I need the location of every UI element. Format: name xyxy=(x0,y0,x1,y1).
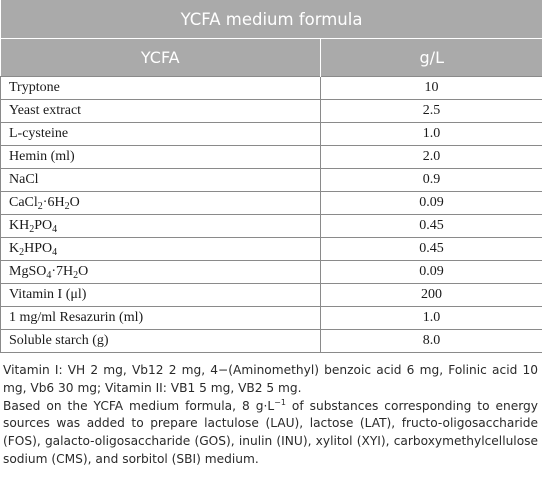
table-row xyxy=(1,123,542,146)
formula-subscript: 2 xyxy=(37,201,43,212)
formula-part: HPO xyxy=(24,241,53,256)
table-body xyxy=(1,77,542,353)
ingredient-value: 0.45 xyxy=(321,215,542,238)
table-row xyxy=(1,330,542,353)
table-row xyxy=(1,215,542,238)
formula-part: CaCl xyxy=(9,195,38,210)
table-row xyxy=(1,169,542,192)
formula-subscript: 2 xyxy=(73,270,79,281)
basis-text-continued: of substances corresponding to energy sources was added to prepare lactulose (LAU), lactose (LAT), fructo-oligosaccharide (FOS), galacto-oligosaccharide (GOS), inulin (INU), xylitol (XYI), carboxymethylcellulose sodium (CMS), and sorbitol (SBI) medium. xyxy=(3,398,538,466)
ingredient-value: 0.09 xyxy=(321,192,542,215)
basis-text: Based on the YCFA medium formula, 8 g·L xyxy=(3,398,275,413)
formula-subscript: 4 xyxy=(46,270,52,281)
ingredient-name xyxy=(1,192,321,215)
vitamin-footnote: Vitamin I: VH 2 mg, Vb12 2 mg, 4−(Aminomethyl) benzoic acid 6 mg, Folinic acid 10 mg, Vb6 30 mg; Vitamin II: VB1 5 mg, VB2 5 mg. xyxy=(3,363,538,395)
ingredient-value: 1.0 xyxy=(321,123,542,146)
unit-superscript: −1 xyxy=(274,397,286,407)
energy-source-footnote xyxy=(3,398,538,469)
ingredient-name: Yeast extract xyxy=(1,100,321,123)
ingredient-value: 0.09 xyxy=(321,261,542,284)
table-row xyxy=(1,192,542,215)
formula-part: PO xyxy=(34,218,53,233)
ingredient-name: 1 mg/ml Resazurin (ml) xyxy=(1,307,321,330)
table-row xyxy=(1,100,542,123)
ingredient-value: 200 xyxy=(321,284,542,307)
table-row xyxy=(1,77,542,100)
formula-part: ·7H xyxy=(51,264,74,279)
ingredient-value: 2.0 xyxy=(321,146,542,169)
column-header-ycfa: YCFA xyxy=(1,39,321,77)
ingredient-value: 8.0 xyxy=(321,330,542,353)
formula-subscript: 2 xyxy=(19,247,25,258)
formula-subscript: 2 xyxy=(64,201,70,212)
ingredient-value: 1.0 xyxy=(321,307,542,330)
ingredient-name xyxy=(1,261,321,284)
table-row xyxy=(1,284,542,307)
formula-subscript: 4 xyxy=(52,224,58,235)
formula-part: O xyxy=(78,264,89,279)
ingredient-value: 0.9 xyxy=(321,169,542,192)
formula-part: KH xyxy=(9,218,30,233)
table-row xyxy=(1,261,542,284)
ingredient-value: 0.45 xyxy=(321,238,542,261)
table-footnotes xyxy=(0,362,542,469)
ingredient-name xyxy=(1,215,321,238)
formula-part: ·6H xyxy=(42,195,65,210)
ingredient-name: NaCl xyxy=(1,169,321,192)
formula-part: O xyxy=(69,195,80,210)
ingredient-value: 2.5 xyxy=(321,100,542,123)
ingredient-name: Hemin (ml) xyxy=(1,146,321,169)
ingredient-name: Tryptone xyxy=(1,77,321,100)
ingredient-name xyxy=(1,238,321,261)
table-title: YCFA medium formula xyxy=(1,0,542,39)
table-row xyxy=(1,238,542,261)
ingredient-name: Vitamin I (μl) xyxy=(1,284,321,307)
formula-subscript: 4 xyxy=(52,247,58,258)
formula-subscript: 2 xyxy=(29,224,35,235)
table-row xyxy=(1,146,542,169)
ingredient-value: 10 xyxy=(321,77,542,100)
formula-part: MgSO xyxy=(9,264,47,279)
table-row xyxy=(1,307,542,330)
ingredient-name: Soluble starch (g) xyxy=(1,330,321,353)
formula-part: K xyxy=(9,241,20,256)
column-header-gl: g/L xyxy=(321,39,542,77)
ingredient-name: L-cysteine xyxy=(1,123,321,146)
